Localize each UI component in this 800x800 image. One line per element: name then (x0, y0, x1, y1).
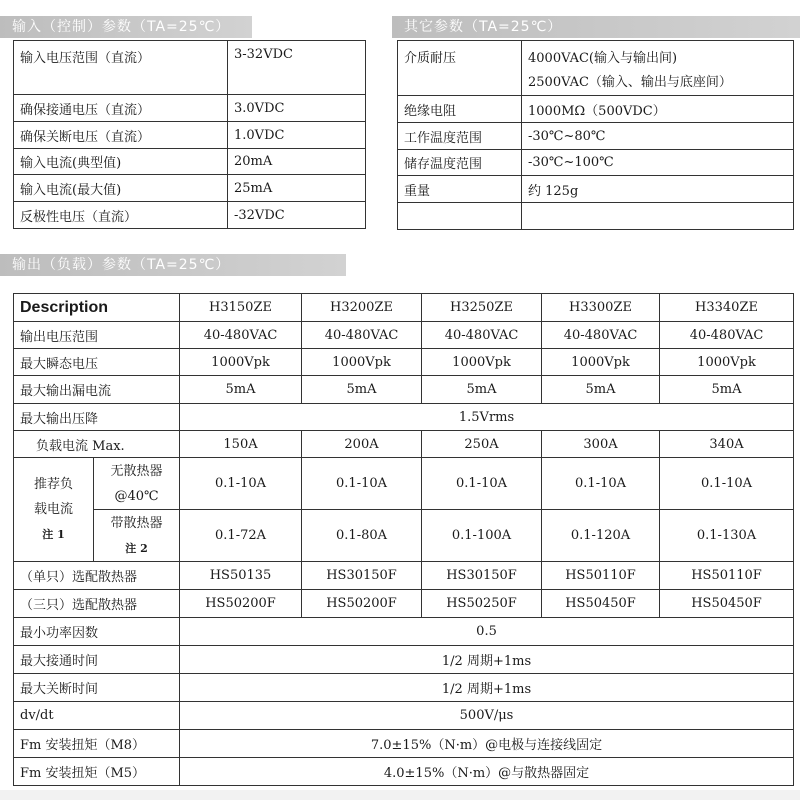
row-label: 最大关断时间 (14, 674, 180, 702)
no-sink-label-line2: @40℃ (114, 488, 159, 504)
cell: 1/2 周期+1ms (180, 646, 794, 674)
cell: 1000Vpk (542, 349, 660, 376)
cell: HS50200F (180, 590, 302, 618)
cell: 0.5 (180, 618, 794, 646)
cell: HS30150F (422, 562, 542, 590)
row-label: Fm 安装扭矩（M8） (14, 730, 180, 758)
with-sink-note: 注 2 (125, 541, 148, 555)
other-params-table (397, 40, 794, 230)
cell: 0.1-120A (542, 510, 660, 562)
cell: 7.0±15%（N·m）@电极与连接线固定 (180, 730, 794, 758)
cell: 0.1-130A (660, 510, 794, 562)
cell: HS50135 (180, 562, 302, 590)
param-value: -30℃~100℃ (522, 150, 794, 176)
cell: HS30150F (302, 562, 422, 590)
cell: 0.1-10A (660, 458, 794, 510)
cell: 40-480VAC (542, 322, 660, 349)
cell: 5mA (180, 376, 302, 404)
table-row (14, 95, 366, 122)
cell: 0.1-100A (422, 510, 542, 562)
recommended-note: 注 1 (42, 528, 65, 541)
table-row (14, 458, 794, 510)
param-value: 20mA (228, 149, 366, 175)
cell: HS50110F (660, 562, 794, 590)
row-label: dv/dt (14, 702, 180, 730)
cell: 300A (542, 431, 660, 458)
param-value (522, 41, 794, 96)
input-section-title: 输入（控制）参数（TA=25℃） (0, 16, 252, 38)
param-value: -32VDC (228, 202, 366, 229)
cell: HS50450F (660, 590, 794, 618)
with-sink-label-line1: 带散热器 (110, 515, 163, 531)
param-label: 输入电压范围（直流） (14, 41, 228, 95)
param-label: 输入电流(最大值) (14, 175, 228, 202)
table-row (398, 41, 794, 96)
cell: HS50200F (302, 590, 422, 618)
cell: HS50450F (542, 590, 660, 618)
param-value: 25mA (228, 175, 366, 202)
table-row (14, 431, 794, 458)
cell: 1000Vpk (302, 349, 422, 376)
cell: 40-480VAC (180, 322, 302, 349)
table-row (14, 404, 794, 431)
row-label: 最大接通时间 (14, 646, 180, 674)
param-value: 1.0VDC (228, 122, 366, 149)
table-row (398, 123, 794, 150)
table-row (14, 294, 794, 322)
param-label: 确保接通电压（直流） (14, 95, 228, 122)
bottom-edge (0, 790, 800, 800)
table-row (14, 41, 366, 95)
param-label: 储存温度范围 (398, 150, 522, 176)
model-header: H3300ZE (542, 294, 660, 322)
param-value: 3-32VDC (228, 41, 366, 95)
cell: 1000Vpk (180, 349, 302, 376)
cell: 1/2 周期+1ms (180, 674, 794, 702)
model-header: H3150ZE (180, 294, 302, 322)
row-label: （三只）选配散热器 (14, 590, 180, 618)
cell: 4.0±15%（N·m）@与散热器固定 (180, 758, 794, 786)
cell: 5mA (660, 376, 794, 404)
input-params-table (13, 40, 366, 229)
cell: 1000Vpk (422, 349, 542, 376)
table-row (14, 702, 794, 730)
model-header: H3250ZE (422, 294, 542, 322)
cell: 40-480VAC (660, 322, 794, 349)
row-label: 最大瞬态电压 (14, 349, 180, 376)
table-row (14, 349, 794, 376)
cell: 500V/μs (180, 702, 794, 730)
row-label: （单只）选配散热器 (14, 562, 180, 590)
cell: 0.1-10A (542, 458, 660, 510)
table-row (14, 122, 366, 149)
param-value: 1000MΩ（500VDC） (522, 96, 794, 123)
table-row (14, 674, 794, 702)
cell: 0.1-10A (422, 458, 542, 510)
cell: 250A (422, 431, 542, 458)
row-label: 负载电流 Max. (14, 431, 180, 458)
other-section-title: 其它参数（TA=25℃） (392, 16, 800, 38)
param-label: 工作温度范围 (398, 123, 522, 150)
cell: 150A (180, 431, 302, 458)
table-row (398, 150, 794, 176)
cell: 40-480VAC (422, 322, 542, 349)
cell: 0.1-80A (302, 510, 422, 562)
cell: 0.1-72A (180, 510, 302, 562)
row-label: 最小功率因数 (14, 618, 180, 646)
param-label: 反极性电压（直流） (14, 202, 228, 229)
cell: 5mA (302, 376, 422, 404)
cell: 0.1-10A (180, 458, 302, 510)
dielectric-value-1: 4000VAC(输入与输出间) (528, 51, 678, 66)
cell: 5mA (422, 376, 542, 404)
cell: 0.1-10A (302, 458, 422, 510)
table-row (14, 510, 794, 562)
table-row (398, 203, 794, 230)
model-header: H3340ZE (660, 294, 794, 322)
cell: 40-480VAC (302, 322, 422, 349)
cell: 340A (660, 431, 794, 458)
recommended-label-line1: 推荐负 (33, 477, 73, 492)
param-value: 3.0VDC (228, 95, 366, 122)
table-row (14, 618, 794, 646)
table-row (14, 646, 794, 674)
output-section-title: 输出（负载）参数（TA=25℃） (0, 254, 346, 276)
row-label: Fm 安装扭矩（M5） (14, 758, 180, 786)
row-label: 最大输出压降 (14, 404, 180, 431)
table-row (14, 322, 794, 349)
table-row (14, 376, 794, 404)
table-row (14, 202, 366, 229)
param-label: 介质耐压 (398, 41, 522, 96)
table-row (14, 758, 794, 786)
cell: 1000Vpk (660, 349, 794, 376)
output-params-table (13, 293, 794, 786)
table-row (14, 590, 794, 618)
no-sink-label (94, 458, 180, 510)
no-sink-label-line1: 无散热器 (110, 463, 163, 479)
param-value: 约 125g (522, 176, 794, 203)
param-label: 重量 (398, 176, 522, 203)
param-label: 确保关断电压（直流） (14, 122, 228, 149)
row-label: 最大输出漏电流 (14, 376, 180, 404)
cell: 200A (302, 431, 422, 458)
param-value: -30℃~80℃ (522, 123, 794, 150)
with-sink-label (94, 510, 180, 562)
param-label (398, 203, 522, 230)
description-header: Description (14, 294, 180, 322)
table-row (398, 176, 794, 203)
model-header: H3200ZE (302, 294, 422, 322)
table-row (14, 730, 794, 758)
table-row (14, 175, 366, 202)
cell: HS50110F (542, 562, 660, 590)
param-value (522, 203, 794, 230)
param-label: 绝缘电阻 (398, 96, 522, 123)
row-label: 输出电压范围 (14, 322, 180, 349)
recommended-label-line2: 载电流 (33, 502, 73, 517)
table-row (398, 96, 794, 123)
recommended-label (14, 458, 94, 562)
dielectric-value-2: 2500VAC（输入、输出与底座间） (528, 75, 732, 90)
param-label: 输入电流(典型值) (14, 149, 228, 175)
cell: 5mA (542, 376, 660, 404)
table-row (14, 562, 794, 590)
cell: 1.5Vrms (180, 404, 794, 431)
table-row (14, 149, 366, 175)
cell: HS50250F (422, 590, 542, 618)
